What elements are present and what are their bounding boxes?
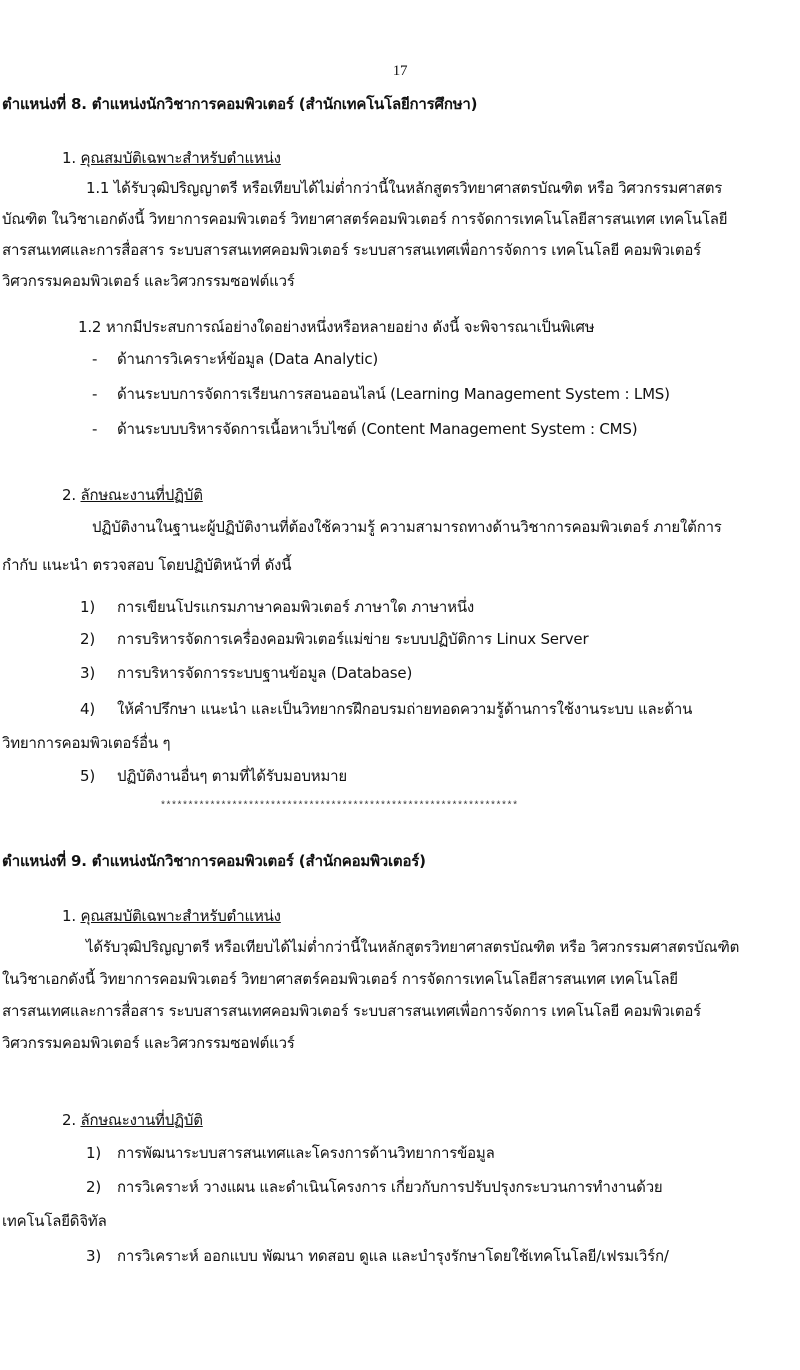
section-9-qualification-line-1: ได้รับวุฒิปริญญาตรี หรือเทียบได้ไม่ต่ำกว่านี้ในหลักสูตรวิทยาศาสตรบัณฑิต หรือ วิศวกรรมศาสตรบัณฑิต [86,938,740,956]
qualification-1-1-line-4: วิศวกรรมคอมพิวเตอร์ และวิศวกรรมซอฟต์แวร์ [2,272,295,290]
duty-number: 2) [80,630,95,648]
duty-text: การพัฒนาระบบสารสนเทศและโครงการด้านวิทยาการข้อมูล [117,1144,495,1162]
duty-2-continuation: เทคโนโลยีดิจิทัล [2,1212,107,1230]
section-8-title: ตำแหน่งที่ 8. ตำแหน่งนักวิชาการคอมพิวเตอร์ (สำนักเทคโนโลยีการศึกษา) [2,95,478,113]
duty-text: ปฏิบัติงานอื่นๆ ตามที่ได้รับมอบหมาย [117,767,347,785]
duty-number: 3) [86,1247,101,1265]
bullet-dash: - [92,385,98,403]
bullet-dash: - [92,350,98,368]
heading-label: คุณสมบัติเฉพาะสำหรับตำแหน่ง [80,149,281,167]
heading-number: 1. [62,907,76,925]
section-8-duty-heading [62,484,203,506]
section-9-qualification-heading [62,905,281,927]
duty-text: การบริหารจัดการเครื่องคอมพิวเตอร์แม่ข่าย ระบบปฏิบัติการ Linux Server [117,630,589,648]
duty-text: การเขียนโปรแกรมภาษาคอมพิวเตอร์ ภาษาใด ภาษาหนึ่ง [117,598,475,616]
section-9-duty-heading [62,1109,203,1131]
section-9-title: ตำแหน่งที่ 9. ตำแหน่งนักวิชาการคอมพิวเตอร์ (สำนักคอมพิวเตอร์) [2,852,426,870]
section-9-qualification-line-2: ในวิชาเอกดังนี้ วิทยาการคอมพิวเตอร์ วิทยาศาสตร์คอมพิวเตอร์ การจัดการเทคโนโลยีสารสนเทศ เทคโนโลยี [2,970,678,988]
duty-number: 1) [86,1144,101,1162]
heading-label: ลักษณะงานที่ปฏิบัติ [80,1111,203,1129]
duty-number: 5) [80,767,95,785]
heading-label: คุณสมบัติเฉพาะสำหรับตำแหน่ง [80,907,281,925]
duty-number: 2) [86,1178,101,1196]
qualification-1-1-line-2: บัณฑิต ในวิชาเอกดังนี้ วิทยาการคอมพิวเตอร์ วิทยาศาสตร์คอมพิวเตอร์ การจัดการเทคโนโลยีสารสนเทศ เทคโนโลยี [2,210,728,228]
duty-text: การวิเคราะห์ วางแผน และดำเนินโครงการ เกี่ยวกับการปรับปรุงกระบวนการทำงานด้วย [117,1178,663,1196]
duty-text: การวิเคราะห์ ออกแบบ พัฒนา ทดสอบ ดูแล และบำรุงรักษาโดยใช้เทคโนโลยี/เฟรมเวิร์ก/ [117,1247,669,1265]
experience-item: ด้านระบบการจัดการเรียนการสอนออนไลน์ (Learning Management System : LMS) [117,385,670,403]
duty-intro-line-1: ปฏิบัติงานในฐานะผู้ปฏิบัติงานที่ต้องใช้ความรู้ ความสามารถทางด้านวิชาการคอมพิวเตอร์ ภายใต้การ [92,518,722,536]
bullet-dash: - [92,420,98,438]
qualification-1-2: 1.2 หากมีประสบการณ์อย่างใดอย่างหนึ่งหรือหลายอย่าง ดังนี้ จะพิจารณาเป็นพิเศษ [78,318,595,336]
heading-number: 1. [62,149,76,167]
duty-intro-line-2: กำกับ แนะนำ ตรวจสอบ โดยปฏิบัติหน้าที่ ดังนี้ [2,556,292,574]
qualification-1-1-line-1: 1.1 ได้รับวุฒิปริญญาตรี หรือเทียบได้ไม่ต่ำกว่านี้ในหลักสูตรวิทยาศาสตรบัณฑิต หรือ วิศวกรรมศาสตร [86,179,723,197]
section-8-qualification-heading [62,147,281,169]
duty-number: 4) [80,700,95,718]
duty-text: การบริหารจัดการระบบฐานข้อมูล (Database) [117,664,413,682]
duty-number: 1) [80,598,95,616]
experience-item: ด้านการวิเคราะห์ข้อมูล (Data Analytic) [117,350,379,368]
duty-text: ให้คำปรึกษา แนะนำ และเป็นวิทยากรฝึกอบรมถ่ายทอดความรู้ด้านการใช้งานระบบ และด้าน [117,700,693,718]
section-9-qualification-line-3: สารสนเทศและการสื่อสาร ระบบสารสนเทศคอมพิวเตอร์ ระบบสารสนเทศเพื่อการจัดการ เทคโนโลยี คอมพิวเตอร์ [2,1002,702,1020]
qualification-1-1-line-3: สารสนเทศและการสื่อสาร ระบบสารสนเทศคอมพิวเตอร์ ระบบสารสนเทศเพื่อการจัดการ เทคโนโลยี คอมพิวเตอร์ [2,241,702,259]
separator-stars: ***************************************************************** [160,801,518,812]
duty-4-continuation: วิทยาการคอมพิวเตอร์อื่น ๆ [2,734,171,752]
heading-number: 2. [62,1111,76,1129]
page-number: 17 [392,63,408,79]
heading-label: ลักษณะงานที่ปฏิบัติ [80,486,203,504]
heading-number: 2. [62,486,76,504]
duty-number: 3) [80,664,95,682]
experience-item: ด้านระบบบริหารจัดการเนื้อหาเว็บไซต์ (Content Management System : CMS) [117,420,638,438]
section-9-qualification-line-4: วิศวกรรมคอมพิวเตอร์ และวิศวกรรมซอฟต์แวร์ [2,1034,295,1052]
